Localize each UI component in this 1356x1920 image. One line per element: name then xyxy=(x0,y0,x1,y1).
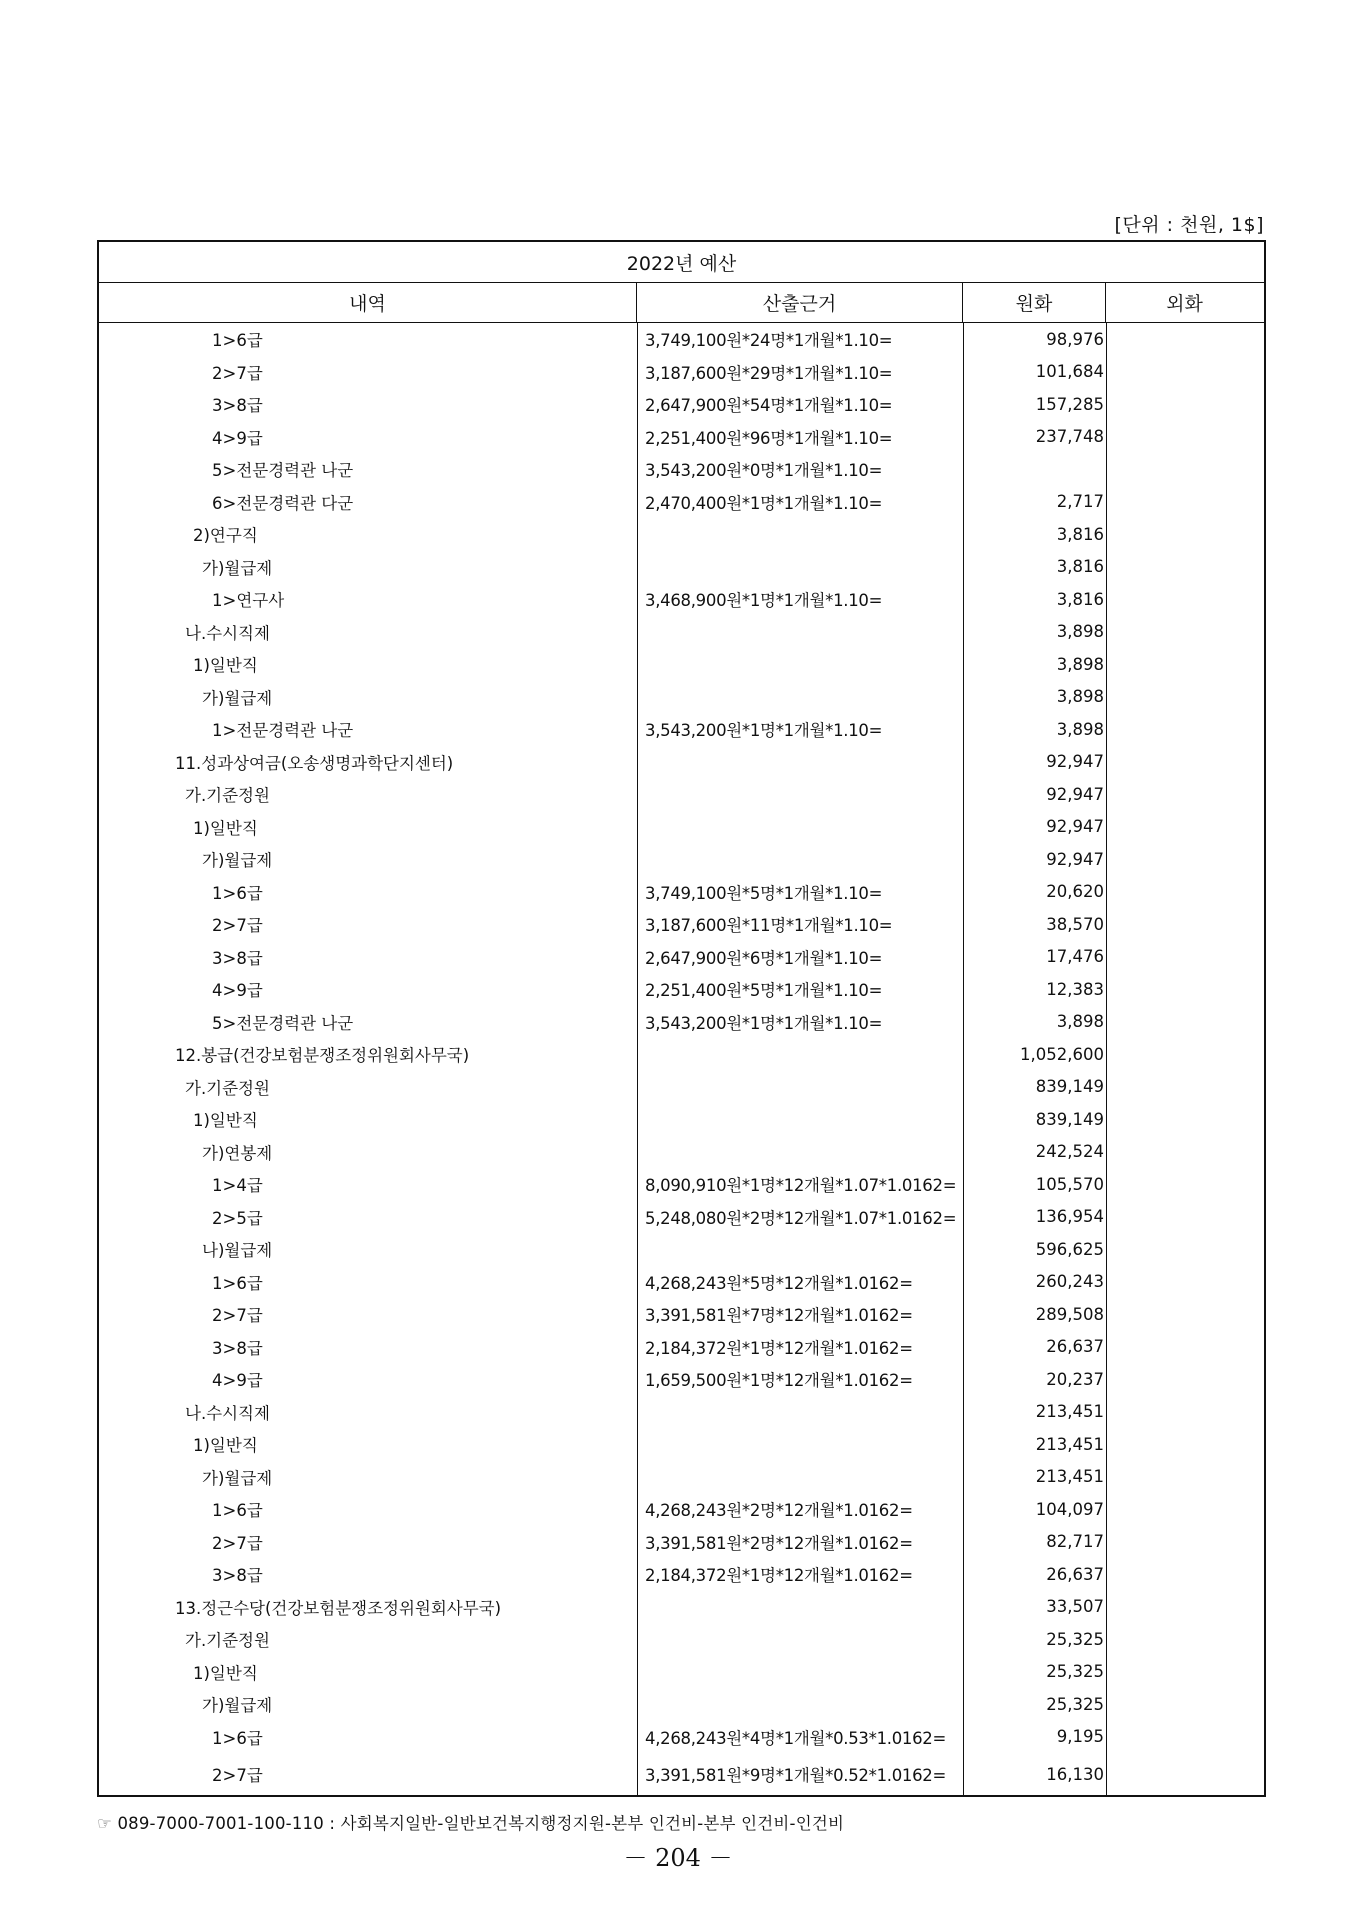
row-basis: 3,543,200원*1명*1개월*1.10= xyxy=(645,1013,883,1033)
row-won: 3,898 xyxy=(1056,719,1104,739)
row-won: 92,947 xyxy=(1046,849,1104,869)
row-won: 82,717 xyxy=(1046,1532,1104,1552)
table-row xyxy=(99,876,1264,909)
row-desc: 가)연봉제 xyxy=(202,1143,273,1163)
row-won: 3,816 xyxy=(1056,589,1104,609)
row-basis: 4,268,243원*5명*12개월*1.0162= xyxy=(645,1273,913,1293)
table-row xyxy=(99,1396,1264,1429)
row-basis: 3,391,581원*9명*1개월*0.52*1.0162= xyxy=(645,1766,947,1785)
row-desc: 6>전문경력관 다군 xyxy=(212,493,354,513)
row-basis: 3,543,200원*1명*1개월*1.10= xyxy=(645,721,883,741)
table-body xyxy=(99,323,1264,1795)
table-row xyxy=(99,551,1264,584)
row-won: 596,625 xyxy=(1035,1239,1104,1259)
row-basis: 2,647,900원*6명*1개월*1.10= xyxy=(645,948,883,968)
row-won: 3,898 xyxy=(1056,622,1104,642)
row-desc: 가.기준정원 xyxy=(185,1078,270,1098)
row-won: 17,476 xyxy=(1046,947,1104,967)
table-row xyxy=(99,486,1264,519)
table-row xyxy=(99,1461,1264,1494)
table-row xyxy=(99,941,1264,974)
row-basis: 3,749,100원*5명*1개월*1.10= xyxy=(645,883,883,903)
row-desc: 나)월급제 xyxy=(202,1241,273,1261)
header-fx: 외화 xyxy=(1166,293,1203,315)
table-row xyxy=(99,323,1264,356)
table-row xyxy=(99,421,1264,454)
row-desc: 가.기준정원 xyxy=(185,1631,270,1651)
row-desc: 1>6급 xyxy=(212,1728,263,1748)
row-won: 136,954 xyxy=(1035,1207,1104,1227)
row-won: 9,195 xyxy=(1056,1727,1104,1747)
row-desc: 1>6급 xyxy=(212,1273,263,1293)
row-desc: 2)연구직 xyxy=(193,526,258,546)
table-row xyxy=(99,1298,1264,1331)
row-basis: 3,391,581원*7명*12개월*1.0162= xyxy=(645,1306,913,1326)
row-won: 3,898 xyxy=(1056,1012,1104,1032)
table-row xyxy=(99,1688,1264,1721)
table-row xyxy=(99,1038,1264,1071)
row-basis: 2,251,400원*96명*1개월*1.10= xyxy=(645,428,893,448)
row-desc: 1)일반직 xyxy=(193,1111,258,1131)
row-desc: 13.정근수당(건강보험분쟁조정위원회사무국) xyxy=(175,1598,502,1618)
table-row xyxy=(99,1526,1264,1559)
row-desc: 3>8급 xyxy=(212,1338,263,1358)
table-row xyxy=(99,1363,1264,1396)
row-desc: 나.수시직제 xyxy=(185,623,270,643)
table-row xyxy=(99,1071,1264,1104)
table-row xyxy=(99,681,1264,714)
row-basis: 2,184,372원*1명*12개월*1.0162= xyxy=(645,1566,913,1586)
table-row xyxy=(99,973,1264,1006)
table-row xyxy=(99,616,1264,649)
row-won: 104,097 xyxy=(1035,1499,1104,1519)
table-row xyxy=(99,1623,1264,1656)
row-desc: 가)월급제 xyxy=(202,1468,273,1488)
row-basis: 3,187,600원*29명*1개월*1.10= xyxy=(645,363,893,383)
row-desc: 1>4급 xyxy=(212,1176,263,1196)
row-basis: 8,090,910원*1명*12개월*1.07*1.0162= xyxy=(645,1176,957,1196)
row-won: 213,451 xyxy=(1035,1467,1104,1487)
row-won: 105,570 xyxy=(1035,1174,1104,1194)
table-row xyxy=(99,356,1264,389)
table-row xyxy=(99,648,1264,681)
row-won: 92,947 xyxy=(1046,784,1104,804)
row-desc: 가)월급제 xyxy=(202,558,273,578)
row-basis: 4,268,243원*4명*1개월*0.53*1.0162= xyxy=(645,1728,947,1748)
row-basis: 5,248,080원*2명*12개월*1.07*1.0162= xyxy=(645,1208,957,1228)
row-desc: 3>8급 xyxy=(212,948,263,968)
row-desc: 가.기준정원 xyxy=(185,786,270,806)
row-won: 3,816 xyxy=(1056,524,1104,544)
table-row xyxy=(99,1428,1264,1461)
table-row xyxy=(99,843,1264,876)
table-row xyxy=(99,778,1264,811)
row-basis: 3,749,100원*24명*1개월*1.10= xyxy=(645,331,893,351)
row-desc: 가)월급제 xyxy=(202,851,273,871)
row-desc: 2>7급 xyxy=(212,916,263,936)
footer-note xyxy=(97,1810,844,1834)
row-won: 92,947 xyxy=(1046,752,1104,772)
row-won: 242,524 xyxy=(1035,1142,1104,1162)
table-row xyxy=(99,453,1264,486)
row-desc: 3>8급 xyxy=(212,396,263,416)
table-row xyxy=(99,1721,1264,1754)
row-desc: 4>9급 xyxy=(212,981,263,1001)
row-basis: 3,391,581원*2명*12개월*1.0162= xyxy=(645,1533,913,1553)
row-won: 839,149 xyxy=(1035,1109,1104,1129)
row-desc: 1>6급 xyxy=(212,331,263,351)
row-desc: 2>5급 xyxy=(212,1208,263,1228)
row-desc: 가)월급제 xyxy=(202,1696,273,1716)
row-won: 213,451 xyxy=(1035,1402,1104,1422)
table-row xyxy=(99,518,1264,551)
header-desc: 내역 xyxy=(99,283,637,322)
row-won: 20,620 xyxy=(1046,882,1104,902)
row-desc: 12.봉급(건강보험분쟁조정위원회사무국) xyxy=(175,1046,470,1066)
row-won: 237,748 xyxy=(1035,427,1104,447)
row-won: 26,637 xyxy=(1046,1564,1104,1584)
row-desc: 2>7급 xyxy=(212,363,263,383)
table-header-row xyxy=(99,283,1264,323)
row-won: 260,243 xyxy=(1035,1272,1104,1292)
row-won: 98,976 xyxy=(1046,329,1104,349)
row-won: 2,717 xyxy=(1056,492,1104,512)
row-desc: 1>전문경력관 나군 xyxy=(212,721,354,741)
row-won: 25,325 xyxy=(1046,1694,1104,1714)
row-won: 1,052,600 xyxy=(1020,1044,1104,1064)
row-basis: 1,659,500원*1명*12개월*1.0162= xyxy=(645,1371,913,1391)
header-basis: 산출근거 xyxy=(637,283,963,322)
row-won: 26,637 xyxy=(1046,1337,1104,1357)
row-won: 38,570 xyxy=(1046,914,1104,934)
row-won: 16,130 xyxy=(1046,1764,1104,1784)
table-row xyxy=(99,908,1264,941)
row-desc: 2>7급 xyxy=(212,1533,263,1553)
table-row xyxy=(99,1103,1264,1136)
row-desc: 2>7급 xyxy=(212,1766,263,1785)
budget-code-text: 089-7000-7001-100-110 : 사회복지일반-일반보건복지행정지원-본부 인건비-본부 인건비-인건비 xyxy=(117,1814,845,1833)
row-won: 3,898 xyxy=(1056,654,1104,674)
row-won: 839,149 xyxy=(1035,1077,1104,1097)
budget-table xyxy=(97,240,1266,1797)
table-row xyxy=(99,583,1264,616)
row-desc: 1>연구사 xyxy=(212,591,285,611)
row-desc: 가)월급제 xyxy=(202,688,273,708)
table-row xyxy=(99,1656,1264,1689)
table-row xyxy=(99,388,1264,421)
table-row xyxy=(99,1168,1264,1201)
row-basis: 2,184,372원*1명*12개월*1.0162= xyxy=(645,1338,913,1358)
table-row xyxy=(99,1753,1264,1795)
table-row xyxy=(99,1493,1264,1526)
row-won: 25,325 xyxy=(1046,1662,1104,1682)
table-row xyxy=(99,1201,1264,1234)
row-won: 213,451 xyxy=(1035,1434,1104,1454)
row-won: 3,898 xyxy=(1056,687,1104,707)
table-row xyxy=(99,1233,1264,1266)
table-row xyxy=(99,1136,1264,1169)
row-desc: 4>9급 xyxy=(212,428,263,448)
pointing-hand-icon: ☞ xyxy=(97,1814,112,1833)
row-basis: 3,187,600원*11명*1개월*1.10= xyxy=(645,916,893,936)
row-desc: 1>6급 xyxy=(212,1501,263,1521)
row-desc: 2>7급 xyxy=(212,1306,263,1326)
table-row xyxy=(99,1331,1264,1364)
table-title: 2022년 예산 xyxy=(99,242,1264,283)
table-row xyxy=(99,713,1264,746)
row-desc: 5>전문경력관 나군 xyxy=(212,461,354,481)
row-desc: 1)일반직 xyxy=(193,1663,258,1683)
table-row xyxy=(99,811,1264,844)
row-won: 289,508 xyxy=(1035,1304,1104,1324)
row-won: 3,816 xyxy=(1056,557,1104,577)
row-won: 25,325 xyxy=(1046,1629,1104,1649)
row-basis: 3,543,200원*0명*1개월*1.10= xyxy=(645,461,883,481)
unit-note: [단위 : 천원, 1$] xyxy=(1114,214,1264,236)
row-basis: 2,470,400원*1명*1개월*1.10= xyxy=(645,493,883,513)
row-desc: 4>9급 xyxy=(212,1371,263,1391)
row-basis: 3,468,900원*1명*1개월*1.10= xyxy=(645,591,883,611)
table-row xyxy=(99,746,1264,779)
row-won: 92,947 xyxy=(1046,817,1104,837)
row-won: 12,383 xyxy=(1046,979,1104,999)
table-row xyxy=(99,1006,1264,1039)
row-desc: 나.수시직제 xyxy=(185,1403,270,1423)
row-desc: 1)일반직 xyxy=(193,818,258,838)
row-desc: 11.성과상여금(오송생명과학단지센터) xyxy=(175,753,454,773)
row-basis: 2,251,400원*5명*1개월*1.10= xyxy=(645,981,883,1001)
row-desc: 3>8급 xyxy=(212,1566,263,1586)
row-won: 33,507 xyxy=(1046,1597,1104,1617)
row-won: 20,237 xyxy=(1046,1369,1104,1389)
row-desc: 1>6급 xyxy=(212,883,263,903)
table-row xyxy=(99,1266,1264,1299)
row-won: 101,684 xyxy=(1035,362,1104,382)
row-basis: 2,647,900원*54명*1개월*1.10= xyxy=(645,396,893,416)
header-won: 원화 xyxy=(963,283,1106,322)
page-number: － 204 － xyxy=(623,1844,733,1872)
row-desc: 1)일반직 xyxy=(193,1436,258,1456)
row-won: 157,285 xyxy=(1035,394,1104,414)
row-basis: 4,268,243원*2명*12개월*1.0162= xyxy=(645,1501,913,1521)
table-row xyxy=(99,1558,1264,1591)
row-desc: 1)일반직 xyxy=(193,656,258,676)
row-desc: 5>전문경력관 나군 xyxy=(212,1013,354,1033)
table-row xyxy=(99,1591,1264,1624)
